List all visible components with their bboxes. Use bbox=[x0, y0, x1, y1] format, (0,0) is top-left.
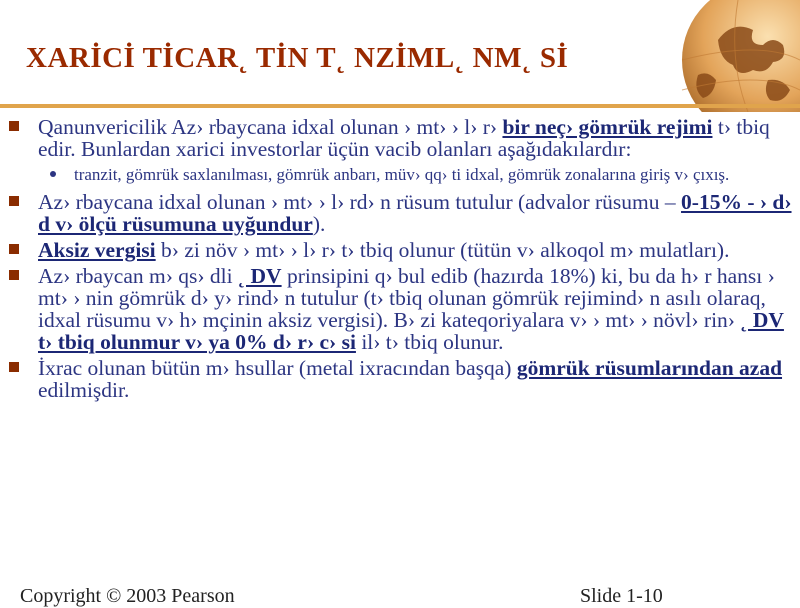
square-bullet-icon bbox=[9, 196, 19, 206]
sub-bullet-item bbox=[8, 164, 798, 185]
bullet-item bbox=[8, 265, 798, 353]
bullet-item bbox=[8, 357, 798, 401]
bullet-item bbox=[8, 191, 798, 235]
bullet-text: t› tbiq edir. Bunlardan xarici investorlar üçün vacib olanları aşağıdakılardır: bbox=[38, 115, 770, 161]
bullet-text: prinsipini q› bul edib (hazırda 18%) ki, bu da h› r hansı › mt› › nin gömrük d› y› rind› n tutulur (t› tbiq olunan gömrük rejimind› n asılı olaraq, idxal rüsumu v› h› mçinin aksiz vergisi). B› zi kateqoriyalara v› › mt› › növl› rin› bbox=[38, 264, 775, 332]
sub-bullet-text: tranzit, gömrük saxlanılması, gömrük anbarı, müv› qq› ti idxal, gömrük zonalarına giriş v› çıxış. bbox=[74, 165, 730, 184]
bullet-list bbox=[8, 116, 798, 405]
bullet-item bbox=[8, 116, 798, 160]
globe-icon bbox=[678, 0, 800, 112]
highlighted-term: gömrük rüsumlarından azad bbox=[516, 356, 783, 380]
bullet-text: İxrac olunan bütün m› hsullar (metal ixracından başqa) bbox=[38, 356, 517, 380]
square-bullet-icon bbox=[9, 244, 19, 254]
square-bullet-icon bbox=[9, 270, 19, 280]
highlighted-term: ˛ DV t› tbiq olunmur v› ya 0% d› r› c› si bbox=[38, 308, 784, 354]
bullet-text: ). bbox=[312, 212, 326, 236]
bullet-text: Qanunvericilik Az› rbaycana idxal olunan › mt› › l› r› bbox=[38, 115, 503, 139]
bullet-text: edilmişdir. bbox=[38, 378, 130, 402]
bullet-text: il› t› tbiq olunur. bbox=[355, 330, 504, 354]
slide-title: XARİCİ TİCAR˛ TİN T˛ NZİML˛ NM˛ Sİ bbox=[26, 42, 569, 74]
title-divider bbox=[0, 104, 800, 108]
square-bullet-icon bbox=[9, 121, 19, 131]
highlighted-term: bir neç› gömrük rejimi bbox=[502, 115, 713, 139]
footer-slide-number: Slide 1-10 bbox=[580, 585, 663, 607]
square-bullet-icon bbox=[9, 362, 19, 372]
bullet-text: Az› rbaycana idxal olunan › mt› › l› rd› n rüsum tutulur (advalor rüsumu – bbox=[38, 190, 682, 214]
bullet-text: b› zi növ › mt› › l› r› t› tbiq olunur (tütün v› alkoqol m› mulatları). bbox=[155, 238, 730, 262]
highlighted-term: ˛ DV bbox=[238, 264, 282, 288]
highlighted-term: Aksiz vergisi bbox=[38, 238, 156, 262]
highlighted-term: 0-15% - › d› d v› ölçü rüsumuna uyğundur bbox=[38, 190, 792, 236]
bullet-item bbox=[8, 239, 798, 261]
footer-copyright: Copyright © 2003 Pearson bbox=[20, 585, 235, 607]
round-bullet-icon bbox=[50, 171, 56, 177]
bullet-text: Az› rbaycan m› qs› dli bbox=[38, 264, 238, 288]
